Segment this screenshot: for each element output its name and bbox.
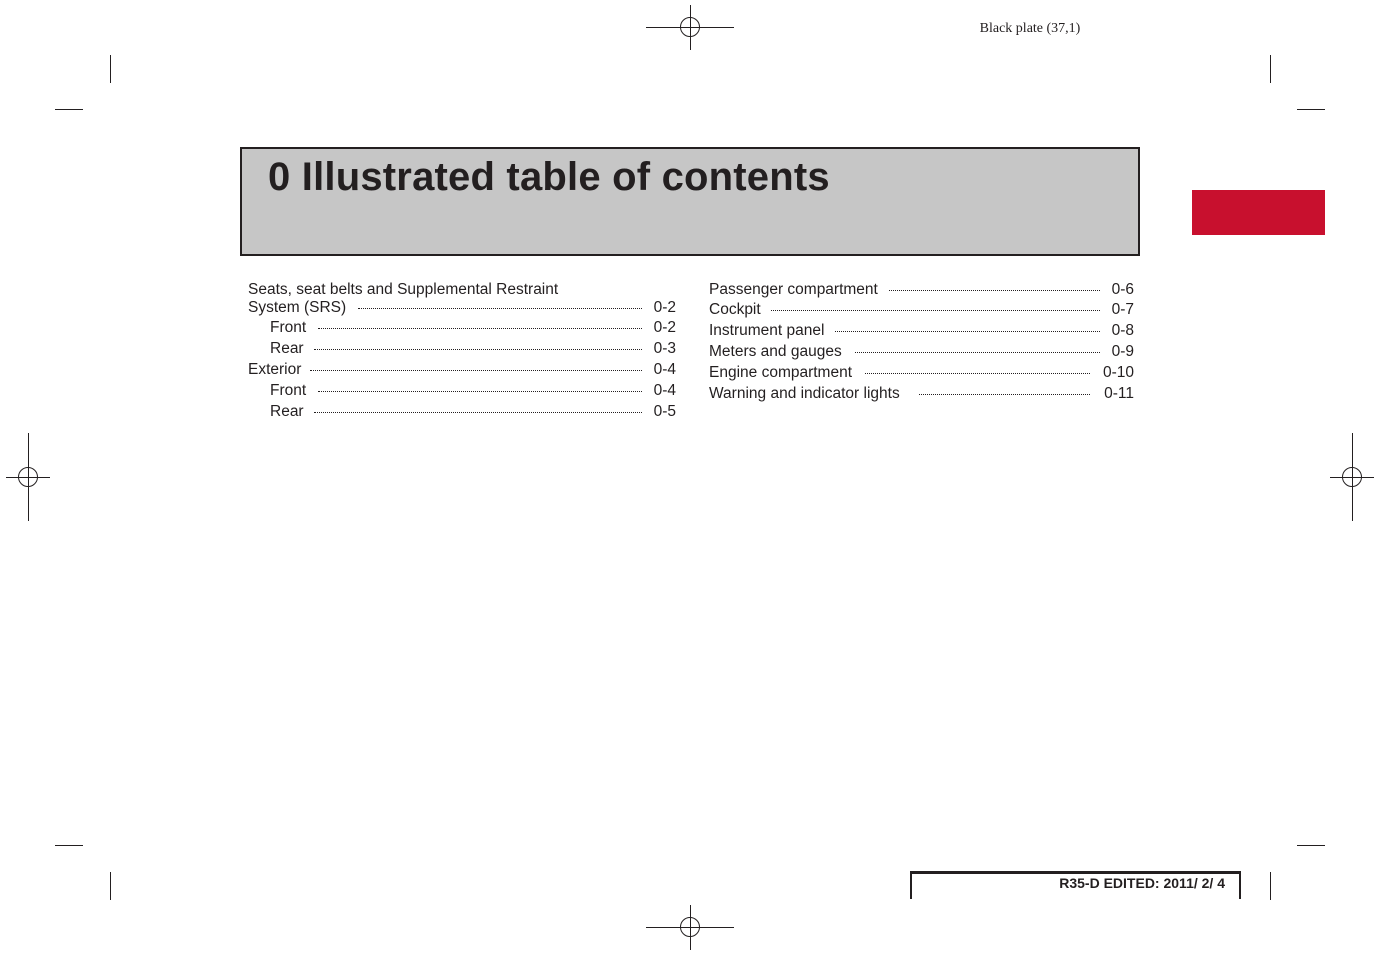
toc-entry[interactable] [709, 299, 1134, 320]
toc-entry-page: 0-2 [653, 299, 676, 316]
crop-mark [1270, 872, 1271, 900]
toc-entry[interactable] [248, 338, 676, 359]
toc-entry-label: Instrument panel [709, 322, 825, 339]
toc-entry-page: 0-10 [1102, 364, 1134, 381]
toc-entry[interactable] [709, 341, 1134, 362]
toc-entry-label: Front [270, 382, 307, 399]
plate-label: Black plate (37,1) [979, 21, 1081, 36]
toc-entry-page: 0-4 [653, 361, 676, 378]
leader-dots [865, 373, 1090, 374]
edit-slug: R35-D EDITED: 2011/ 2/ 4 [1059, 875, 1225, 891]
crop-mark [110, 55, 111, 83]
toc-entry-page: 0-6 [1111, 281, 1134, 298]
chapter-title: 0 Illustrated table of contents [268, 155, 830, 199]
toc-entry-page: 0-9 [1111, 343, 1134, 360]
toc-entry-page: 0-5 [653, 403, 676, 420]
toc-entry-label: System (SRS) [248, 299, 347, 316]
crop-mark [55, 845, 83, 846]
leader-dots [889, 290, 1100, 291]
toc-entry-page: 0-8 [1111, 322, 1134, 339]
toc-entry-label: Meters and gauges [709, 343, 842, 360]
leader-dots [310, 370, 642, 371]
toc-right-column [709, 279, 1134, 409]
leader-dots [318, 391, 642, 392]
edit-slug-box [910, 871, 1241, 899]
toc-entry-page: 0-2 [653, 319, 676, 336]
toc-entry-page: 0-7 [1111, 301, 1134, 318]
crop-mark [110, 872, 111, 900]
toc-entry[interactable] [248, 317, 676, 338]
toc-entry[interactable] [248, 297, 676, 318]
toc-entry[interactable] [248, 359, 676, 380]
leader-dots [771, 310, 1100, 311]
toc-left-column [248, 279, 676, 429]
toc-entry-label: Rear [270, 403, 304, 420]
crop-mark [1297, 109, 1325, 110]
toc-entry-label: Passenger compartment [709, 281, 878, 298]
crop-mark [55, 109, 83, 110]
toc-entry[interactable] [709, 362, 1134, 383]
toc-entry[interactable] [709, 320, 1134, 341]
toc-entry-label: Warning and indicator lights [709, 385, 900, 402]
chapter-title-band [240, 147, 1140, 256]
leader-dots [314, 412, 642, 413]
toc-heading: Seats, seat belts and Supplemental Restraint [248, 281, 559, 298]
toc-entry-page: 0-3 [653, 340, 676, 357]
toc-entry-label: Rear [270, 340, 304, 357]
toc-entry[interactable] [709, 279, 1134, 300]
leader-dots [855, 352, 1100, 353]
toc-entry-label: Cockpit [709, 301, 761, 318]
toc-entry-page: 0-4 [653, 382, 676, 399]
toc-entry-label: Engine compartment [709, 364, 853, 381]
leader-dots [919, 394, 1090, 395]
toc-entry-label: Front [270, 319, 307, 336]
crop-mark [1270, 55, 1271, 83]
leader-dots [314, 349, 642, 350]
toc-entry-page: 0-11 [1104, 385, 1134, 402]
toc-entry[interactable] [709, 383, 1134, 404]
leader-dots [358, 308, 642, 309]
chapter-thumb-tab [1192, 190, 1325, 235]
toc-entry[interactable] [248, 401, 676, 422]
crop-mark [1297, 845, 1325, 846]
toc-entry[interactable] [248, 380, 676, 401]
leader-dots [835, 331, 1100, 332]
toc-entry-label: Exterior [248, 361, 302, 378]
leader-dots [318, 328, 642, 329]
